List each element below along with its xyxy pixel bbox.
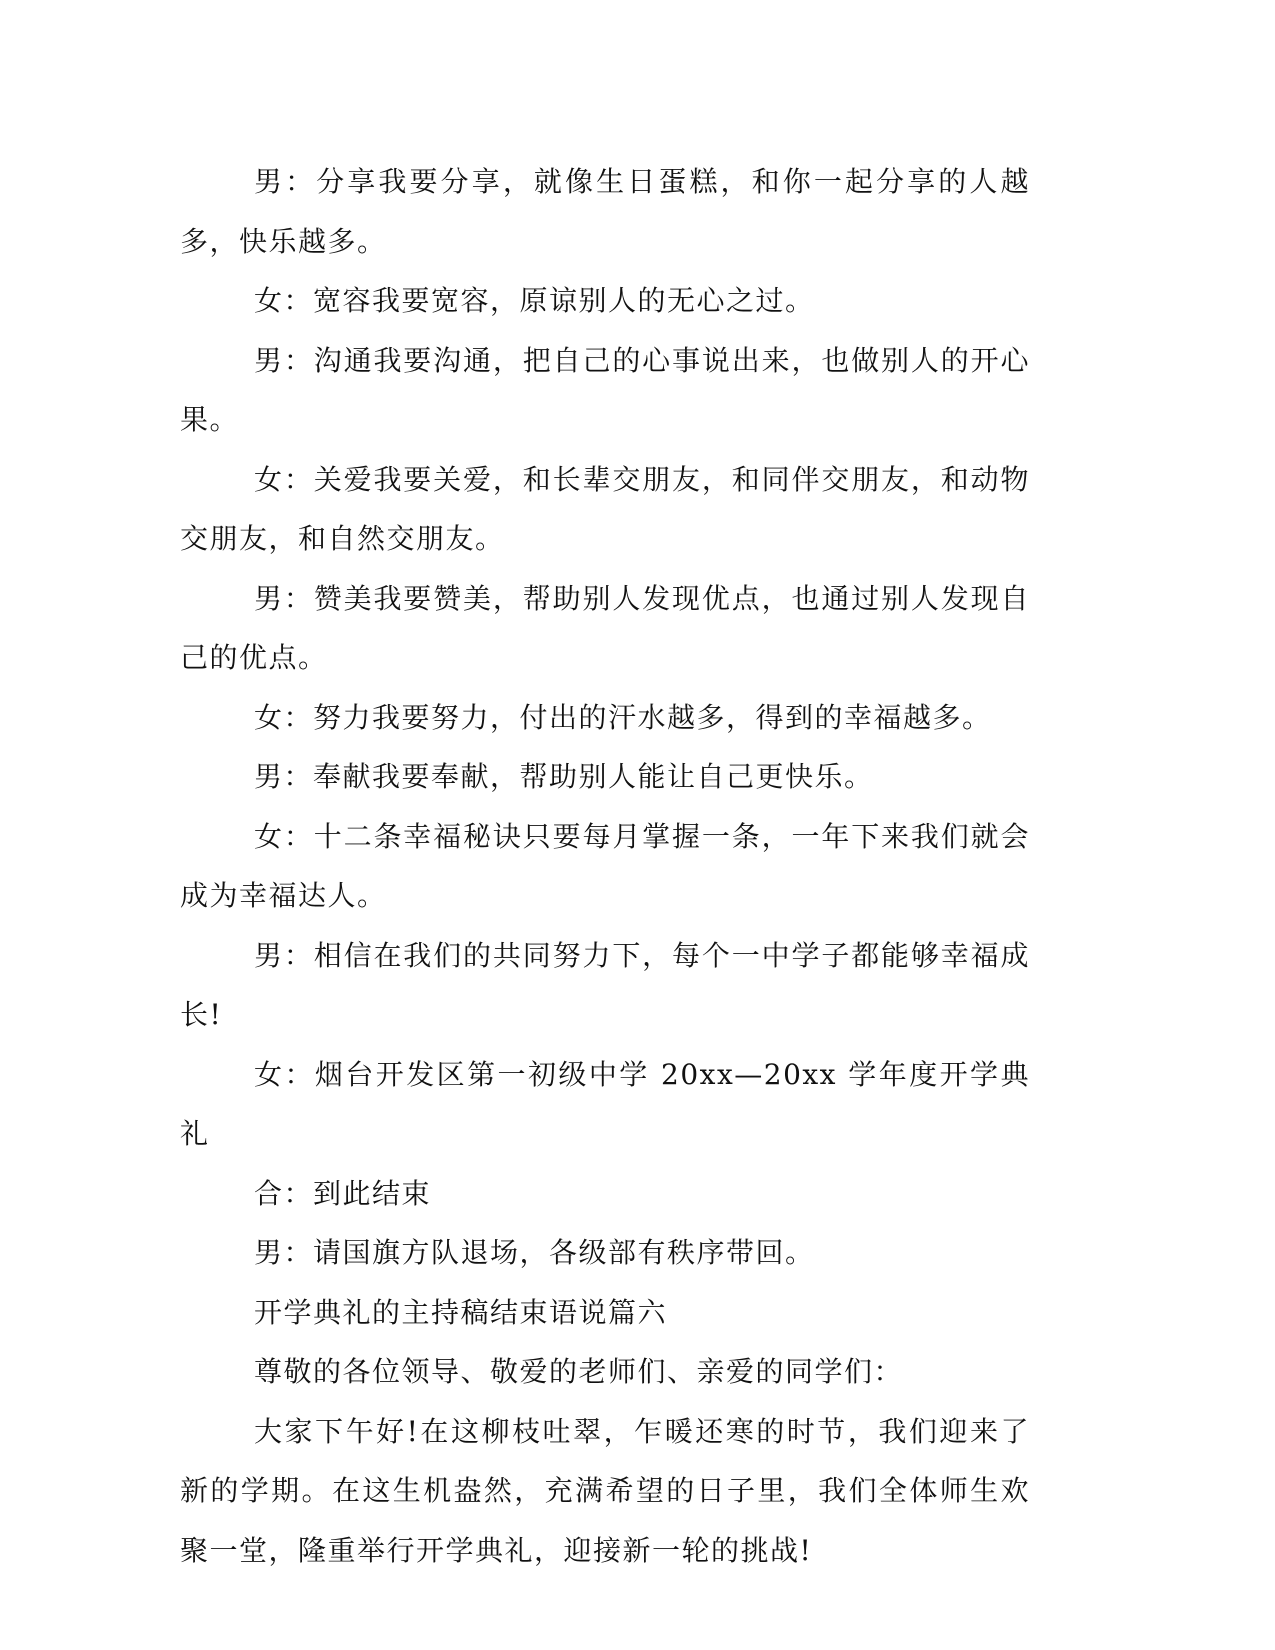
paragraph-believe: 男：相信在我们的共同努力下，每个一中学子都能够幸福成长! [180, 938, 1030, 1031]
paragraph-care: 女：关爱我要关爱，和长辈交朋友，和同伴交朋友，和动物交朋友，和自然交朋友。 [180, 462, 1030, 555]
paragraph-dedication: 男：奉献我要奉献，帮助别人能让自己更快乐。 [254, 760, 874, 793]
paragraph-praise: 男：赞美我要赞美，帮助别人发现优点，也通过别人发现自己的优点。 [180, 581, 1030, 674]
paragraph-tolerance: 女：宽容我要宽容，原谅别人的无心之过。 [254, 284, 815, 317]
paragraph-flag-team: 男：请国旗方队退场，各级部有秩序带回。 [254, 1236, 815, 1269]
paragraph-ceremony-name: 女：烟台开发区第一初级中学 20xx—20xx 学年度开学典礼 [180, 1057, 1030, 1150]
paragraph-share: 男：分享我要分享，就像生日蛋糕，和你一起分享的人越多，快乐越多。 [180, 165, 1030, 258]
paragraph-greeting: 大家下午好!在这柳枝吐翠，乍暖还寒的时节，我们迎来了新的学期。在这生机盎然，充满希望的日子里，我们全体师生欢聚一堂，隆重举行开学典礼，迎接新一轮的挑战! [180, 1414, 1030, 1567]
paragraph-salutation: 尊敬的各位领导、敬爱的老师们、亲爱的同学们： [254, 1355, 904, 1388]
paragraph-end: 合：到此结束 [254, 1176, 432, 1210]
section-heading: 开学典礼的主持稿结束语说篇六 [254, 1295, 668, 1329]
document-page [180, 152, 1030, 1580]
paragraph-effort: 女：努力我要努力，付出的汗水越多，得到的幸福越多。 [254, 700, 992, 734]
paragraph-communication: 男：沟通我要沟通，把自己的心事说出来，也做别人的开心果。 [180, 343, 1030, 436]
paragraph-twelve-secrets: 女：十二条幸福秘诀只要每月掌握一条，一年下来我们就会成为幸福达人。 [180, 819, 1030, 912]
